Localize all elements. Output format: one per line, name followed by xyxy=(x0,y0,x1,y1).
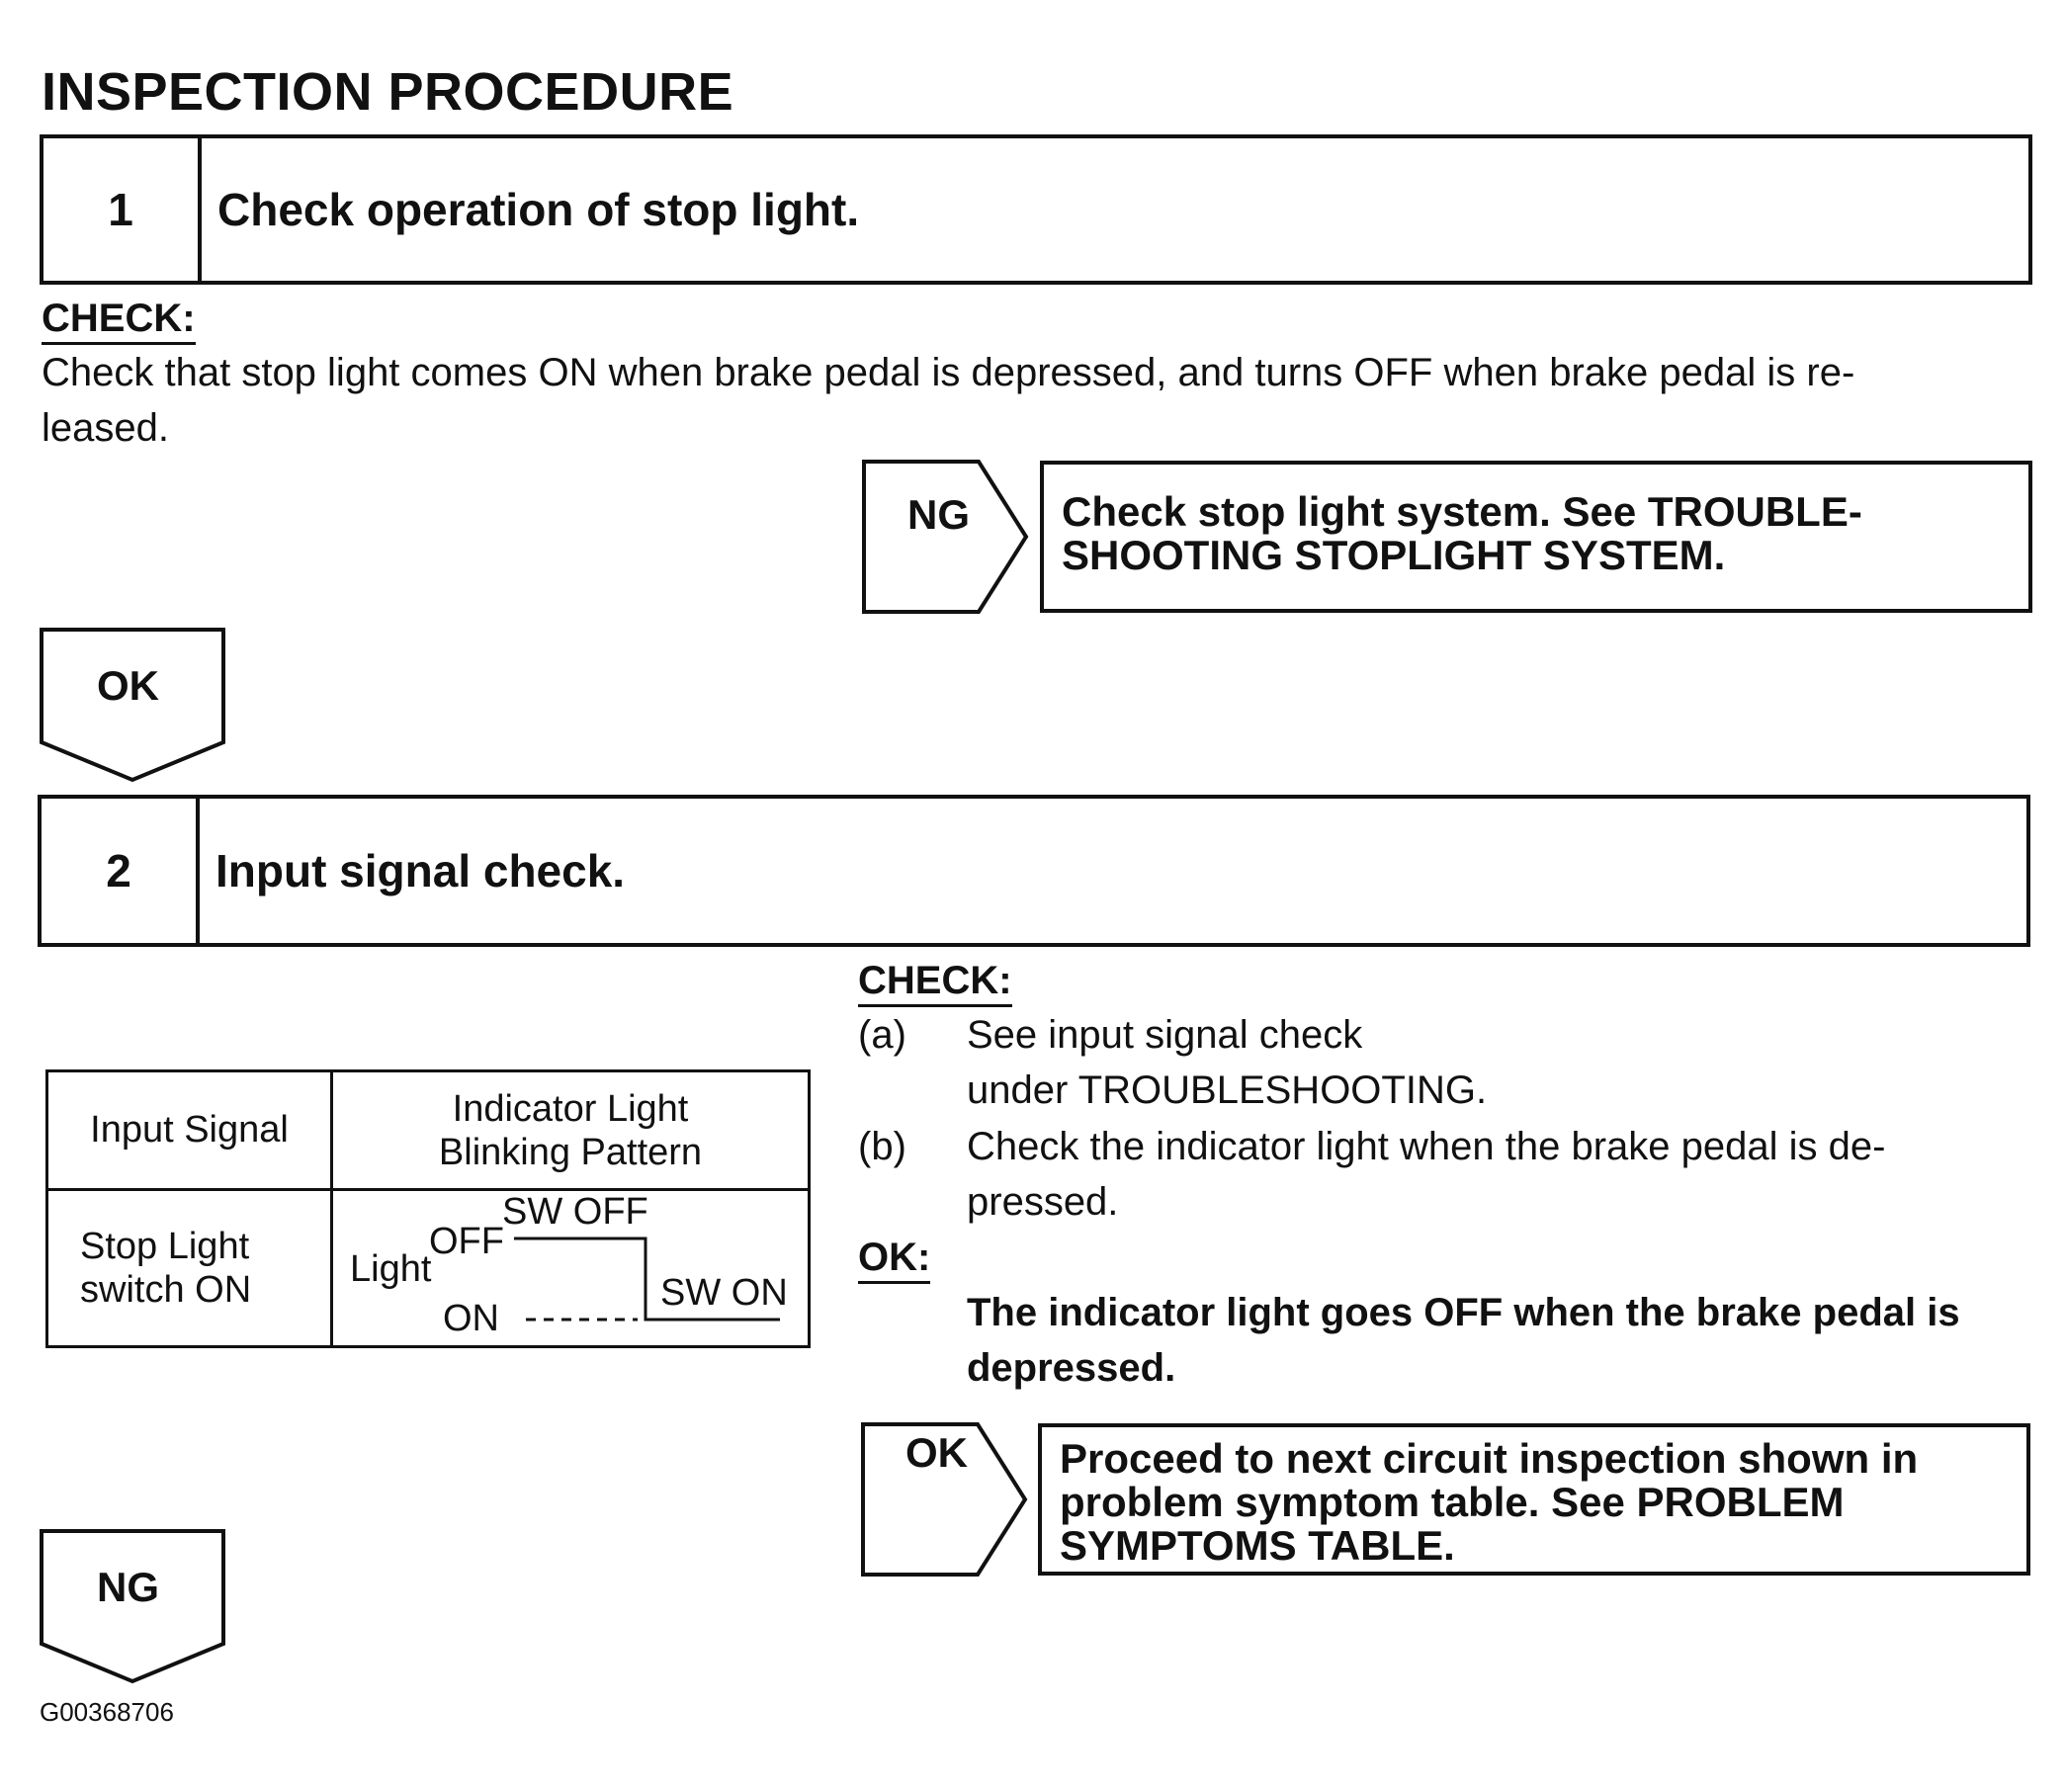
step2-ok-result xyxy=(1038,1423,2030,1576)
table-header-line2: Blinking Pattern xyxy=(438,1131,703,1173)
table-header-blinking-pattern xyxy=(332,1071,810,1190)
step1-number: 1 xyxy=(43,138,202,281)
blinking-waveform xyxy=(333,1191,808,1345)
input-signal-table xyxy=(45,1069,811,1348)
table-cell-line1: Stop Light xyxy=(80,1226,250,1267)
step1-ng-result-line1: Check stop light system. See TROUBLE- xyxy=(1062,488,1862,535)
step1-check-line2: leased. xyxy=(42,406,169,450)
step2-header xyxy=(38,795,2030,947)
step2-ng-label: NG xyxy=(97,1564,159,1610)
blinking-pattern-diagram xyxy=(332,1190,810,1347)
step2-ok-result-line2: problem symptom table. See PROBLEM xyxy=(1060,1479,1845,1525)
table-header-input-signal: Input Signal xyxy=(47,1071,332,1190)
table-cell-stop-light-switch xyxy=(47,1190,332,1347)
step2-ok-arrow-label: OK xyxy=(905,1429,968,1476)
diagram-on-label: ON xyxy=(443,1298,499,1339)
step1-check-label: CHECK: xyxy=(42,297,196,345)
step2-ok-result-line3: SYMPTOMS TABLE. xyxy=(1060,1522,1455,1569)
step1-title: Check operation of stop light. xyxy=(217,184,860,235)
step1-header xyxy=(40,134,2032,285)
figure-code: G00368706 xyxy=(40,1697,174,1727)
step2-item-b-line1: Check the indicator light when the brake pedal is de- xyxy=(967,1125,1886,1168)
step2-item-a-marker: (a) xyxy=(858,1013,906,1057)
table-cell-line2: switch ON xyxy=(80,1269,252,1311)
step2-title: Input signal check. xyxy=(215,845,626,896)
step2-item-a-line2: under TROUBLESHOOTING. xyxy=(967,1068,1488,1112)
page-title: INSPECTION PROCEDURE xyxy=(42,62,734,122)
step2-number: 2 xyxy=(42,799,200,943)
step1-ng-label: NG xyxy=(907,491,970,538)
step2-check-label: CHECK: xyxy=(858,959,1012,1007)
table-header-line1: Indicator Light xyxy=(452,1087,689,1130)
step1-ok-label: OK xyxy=(97,662,159,709)
step2-item-a-line1: See input signal check xyxy=(967,1013,1363,1057)
diagram-sw-on-label: SW ON xyxy=(660,1272,788,1314)
diagram-off-label: OFF xyxy=(429,1221,504,1262)
diagram-light-label: Light xyxy=(350,1248,432,1290)
step1-ng-result xyxy=(1040,461,2032,613)
step2-ok-label: OK: xyxy=(858,1236,930,1284)
step2-ok-result-line1: Proceed to next circuit inspection shown in xyxy=(1060,1435,1919,1482)
step1-ng-result-line2: SHOOTING STOPLIGHT SYSTEM. xyxy=(1062,532,1726,578)
step2-item-b-marker: (b) xyxy=(858,1125,906,1168)
step2-item-b-line2: pressed. xyxy=(967,1180,1119,1224)
step2-ok-line2: depressed. xyxy=(967,1346,1176,1390)
diagram-sw-off-label: SW OFF xyxy=(502,1191,648,1233)
step2-ok-line1: The indicator light goes OFF when the brake pedal is xyxy=(967,1291,1960,1334)
step1-check-line1: Check that stop light comes ON when brake pedal is depressed, and turns OFF when brake pedal is re- xyxy=(42,351,1855,394)
